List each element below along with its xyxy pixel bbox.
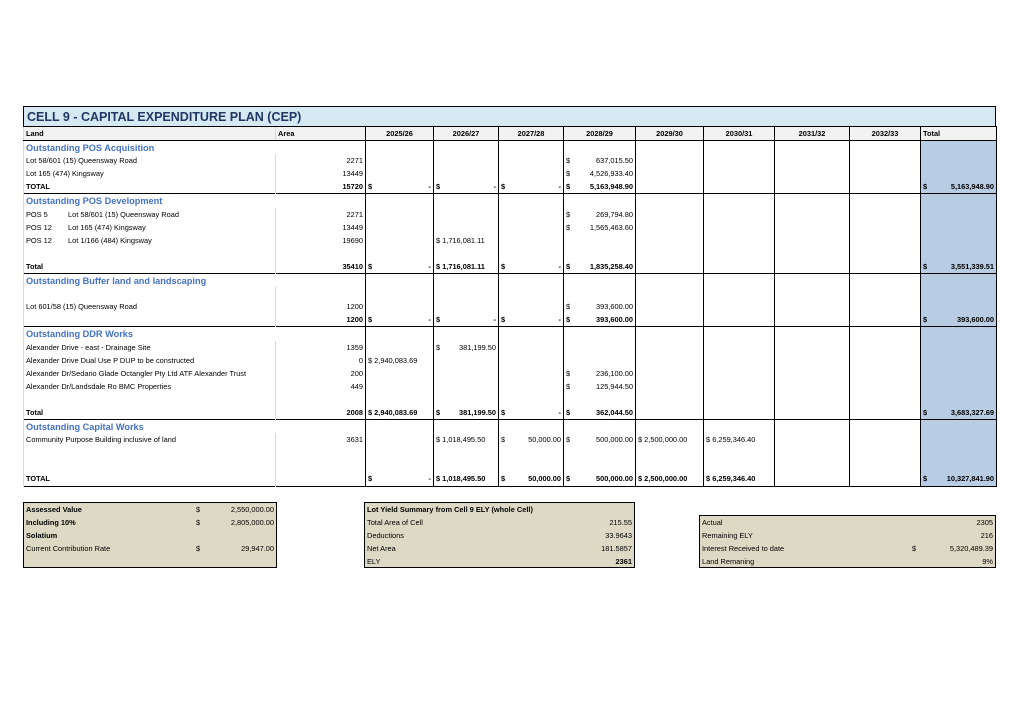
col-2030: 2030/31	[704, 127, 775, 141]
table-row: POS 12 Lot 165 (474) Kingsway 13449 $ 1,565,463.60	[24, 221, 997, 234]
cep-sheet	[23, 106, 996, 487]
section-title: Outstanding POS Development	[24, 194, 366, 208]
table-row: Lot 601/58 (15) Queensway Road 1200 $ 393,600.00	[24, 300, 997, 313]
section-title: Outstanding POS Acquisition	[24, 141, 366, 155]
col-2028: 2028/29	[564, 127, 636, 141]
section-header	[24, 141, 997, 155]
section-title: Outstanding Capital Works	[24, 420, 366, 434]
col-2027: 2027/28	[499, 127, 564, 141]
cep-table	[23, 126, 997, 487]
actual-summary-box: Actual 2305 Remaining ELY 216 Interest Received to date $ 5,320,489.39 Land Remaning 9%	[699, 515, 996, 568]
section-header	[24, 327, 997, 341]
section-title: Outstanding Buffer land and landscaping	[24, 274, 366, 288]
col-2025: 2025/26	[366, 127, 434, 141]
assessed-value-box: Assessed Value $ 2,550,000.00 Including 10% $ 2,805,000.00 Solatium Current Contribution Rate $ 29,947.00	[23, 502, 277, 568]
table-row: POS 12 Lot 1/166 (484) Kingsway 19690 $ 1,716,081.11	[24, 234, 997, 247]
lot-yield-box: Lot Yield Summary from Cell 9 ELY (whole Cell) Total Area of Cell 215.55 Deductions 33.9643 Net Area 181.5857 ELY 2361	[364, 502, 635, 568]
col-area: Area	[276, 127, 366, 141]
sheet-title: CELL 9 - CAPITAL EXPENDITURE PLAN (CEP)	[23, 106, 996, 126]
total-row: 1200 $ - $ - $ - $ 393,600.00 $ 393,600.00	[24, 313, 997, 327]
section-header	[24, 274, 997, 288]
blank-row	[24, 287, 997, 300]
table-row: Alexander Drive - east - Drainage Site 1359 $ 381,199.50	[24, 341, 997, 354]
table-row: Alexander Drive Dual Use P DUP to be constructed 0 $ 2,940,083.69	[24, 354, 997, 367]
total-row: Total 2008 $ 2,940,083.69 $ 381,199.50 $ - $ 362,044.50 $ 3,683,327.69	[24, 406, 997, 420]
section-header	[24, 420, 997, 434]
header-row	[24, 127, 997, 141]
table-row: Lot 58/601 (15) Queensway Road 2271 $ 637,015.50	[24, 154, 997, 167]
total-row: TOTAL 15720 $ - $ - $ - $ 5,163,948.90 $ 5,163,948.90	[24, 180, 997, 194]
col-land: Land	[24, 127, 276, 141]
blank-row	[24, 446, 997, 459]
col-2026: 2026/27	[434, 127, 499, 141]
col-2032: 2032/33	[850, 127, 921, 141]
table-row: POS 5 Lot 58/601 (15) Queensway Road 2271 $ 269,794.80	[24, 208, 997, 221]
section-header	[24, 194, 997, 208]
col-2029: 2029/30	[636, 127, 704, 141]
table-row: Community Purpose Building inclusive of land 3631 $ 1,018,495.50 $ 50,000.00 $ 500,000.00 $ 2,500,000.00 $ 6,259,346.40	[24, 433, 997, 446]
grand-total-row: TOTAL $ - $ 1,018,495.50 $ 50,000.00 $ 500,000.00 $ 2,500,000.00 $ 6,259,346.40 $ 10,327,841.90	[24, 472, 997, 486]
table-row: Alexander Dr/Landsdale Ro BMC Properties 449 $ 125,944.50	[24, 380, 997, 393]
table-row: Lot 165 (474) Kingsway 13449 $ 4,526,933.40	[24, 167, 997, 180]
blank-row	[24, 393, 997, 406]
section-title: Outstanding DDR Works	[24, 327, 366, 341]
blank-row	[24, 247, 997, 260]
blank-row	[24, 459, 997, 472]
col-total: Total	[921, 127, 997, 141]
col-2031: 2031/32	[775, 127, 850, 141]
total-row: Total 35410 $ - $ 1,716,081.11 $ - $ 1,835,258.40 $ 3,551,339.51	[24, 260, 997, 274]
table-row: Alexander Dr/Sedano Glade Octangler Pty Ltd ATF Alexander Trust 200 $ 236,100.00	[24, 367, 997, 380]
